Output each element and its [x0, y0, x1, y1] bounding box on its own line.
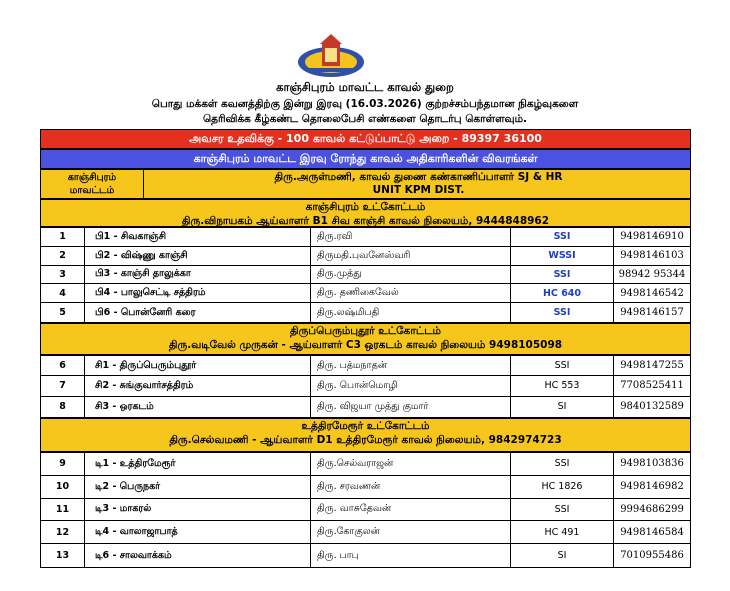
station-name: டி3 - மாகரல்	[85, 499, 311, 521]
phone-number: 9840132589	[620, 401, 684, 413]
serial-number: 13	[41, 544, 85, 567]
officer-rank: HC 1826	[511, 476, 614, 498]
division-header-uthiramerur	[40, 418, 691, 452]
serial-number: 9	[41, 453, 85, 475]
district-label-line-1: காஞ்சிபுரம்	[67, 172, 117, 183]
station-name: டி2 - பெருநகர்	[85, 476, 311, 498]
station-name: டி4 - வாலாஜாபாத்	[85, 521, 311, 543]
officer-name: திரு.செல்வராஜன்	[311, 453, 511, 475]
station-name: சி2 - சுங்குவார்சத்திரம்	[85, 376, 311, 395]
table-row	[41, 453, 690, 476]
officer-name: திரு. பொன்மொழி	[311, 376, 511, 395]
phone-number: 7708525411	[620, 380, 684, 392]
station-name: சி3 - ஒரகடம்	[85, 397, 311, 417]
serial-number: 7	[41, 376, 85, 395]
officer-name: திரு. வாசுதேவன்	[311, 499, 511, 521]
table-row	[41, 356, 690, 376]
station-name: பி4 - பாலுசெட்டி சத்திரம்	[85, 284, 311, 302]
phone-number: 9498146982	[620, 481, 684, 493]
notice-line-2: தெரிவிக்க கீழ்கண்ட தொலைபேசி எண்களை தொடர்பு கொள்ளவும்.	[202, 113, 528, 125]
officer-name: திரு.முத்து	[311, 266, 511, 284]
serial-number: 8	[41, 397, 85, 417]
division-name: திருப்பெரும்புதூர் உட்கோட்டம்	[289, 325, 442, 337]
officer-rank: HC 553	[511, 376, 614, 395]
division-inspector: திரு.விநாயகம் ஆய்வாளர் B1 சிவ காஞ்சி காவல் நிலையம், 9444848962	[181, 215, 550, 227]
phone-number: 9498146584	[620, 526, 684, 538]
officer-rank: SSI	[511, 266, 614, 284]
district-officer-row	[40, 169, 691, 199]
night-round-banner: காஞ்சிபுரம் மாவட்ட இரவு ரோந்து காவல் அதிகாரிகளின் விவரங்கள்	[40, 149, 691, 169]
phone-number: 9498103836	[620, 458, 684, 470]
station-name: டி1 - உத்திரமேரூர்	[85, 453, 311, 475]
station-name: பி1 - சிவகாஞ்சி	[85, 228, 311, 246]
serial-number: 4	[41, 284, 85, 302]
table-row	[41, 376, 690, 396]
officer-rank: HC 640	[511, 284, 614, 302]
phone-number: 9994686299	[620, 503, 684, 515]
division-inspector: திரு.செல்வமணி - ஆய்வாளர் D1 உத்திரமேரூர் காவல் நிலையம், 9842974723	[169, 434, 562, 446]
officer-name: திரு. சரவணன்	[311, 476, 511, 498]
district-officer-line-1: திரு.அருள்மணி, காவல் துணை கண்காணிப்பாளர் SJ & HR	[274, 171, 563, 183]
officer-name: திரு. பாபு	[311, 544, 511, 567]
table-row	[41, 247, 690, 266]
serial-number: 2	[41, 247, 85, 265]
officer-rank: SSI	[511, 499, 614, 521]
district-label-line-2: மாவட்டம்	[69, 185, 115, 196]
officer-name: திரு. தணிகைவேல்	[311, 284, 511, 302]
serial-number: 6	[41, 356, 85, 375]
table-row	[41, 284, 690, 303]
division-table-uthiramerur	[40, 452, 691, 568]
phone-number: 98942 95344	[618, 268, 686, 280]
officer-rank: SSI	[511, 303, 614, 322]
table-row	[41, 499, 690, 522]
table-row	[41, 476, 690, 499]
officer-rank: SI	[511, 397, 614, 417]
officer-rank: SSI	[511, 453, 614, 475]
officer-name: திருமதி.புவனேஸ்வரி	[311, 247, 511, 265]
phone-number: 7010955486	[620, 550, 684, 562]
station-name: பி2 - விஷ்ணு காஞ்சி	[85, 247, 311, 265]
division-header-kanchipuram	[40, 199, 691, 227]
table-row	[41, 228, 690, 247]
table-row	[41, 521, 690, 544]
officer-rank: SSI	[511, 356, 614, 375]
district-officer	[151, 170, 686, 199]
officer-name: திரு.ரவி	[311, 228, 511, 246]
officer-name: திரு.கோகுலன்	[311, 521, 511, 543]
officer-rank: SSI	[511, 228, 614, 246]
table-row	[41, 397, 690, 417]
phone-number: 9498146157	[620, 307, 684, 319]
division-name: உத்திரமேரூர் உட்கோட்டம்	[301, 420, 430, 432]
station-name: பி3 - காஞ்சி தாலுக்கா	[85, 266, 311, 284]
phone-number: 9498146103	[620, 250, 684, 262]
station-name: பி6 - பொன்னேரி கரை	[85, 303, 311, 322]
district-label	[41, 170, 144, 198]
officer-name: திரு.லஷ்மிபதி	[311, 303, 511, 322]
officer-name: திரு. பத்மநாதன்	[311, 356, 511, 375]
serial-number: 11	[41, 499, 85, 521]
table-row	[41, 303, 690, 322]
division-name: காஞ்சிபுரம் உட்கோட்டம்	[305, 201, 426, 213]
phone-number: 9498146910	[620, 231, 684, 243]
division-table-sriperumbudur	[40, 355, 691, 418]
table-row	[41, 266, 690, 285]
serial-number: 1	[41, 228, 85, 246]
officer-rank: SI	[511, 544, 614, 567]
division-inspector: திரு.வடிவேல் முருகன் - ஆய்வாளர் C3 ஒரகடம் காவல் நிலையம் 9498105098	[168, 339, 563, 351]
serial-number: 12	[41, 521, 85, 543]
officer-rank: HC 491	[511, 521, 614, 543]
station-name: டி6 - சாலவாக்கம்	[85, 544, 311, 567]
officer-rank: WSSI	[511, 247, 614, 265]
page-title: காஞ்சிபுரம் மாவட்ட காவல் துறை	[276, 80, 454, 94]
tamil-nadu-police-emblem-icon	[296, 32, 366, 78]
phone-number: 9498147255	[620, 360, 684, 372]
district-officer-line-2: UNIT KPM DIST.	[372, 184, 465, 196]
notice-line-1: பொது மக்கள் கவனத்திற்கு இன்று இரவு (16.03.2026) குற்றச்சம்பந்தமான நிகழ்வுகளை	[151, 98, 579, 110]
serial-number: 3	[41, 266, 85, 284]
station-name: சி1 - திருப்பெரும்புதூர்	[85, 356, 311, 375]
serial-number: 10	[41, 476, 85, 498]
emergency-banner: அவசர உதவிக்கு - 100 காவல் கட்டுப்பாட்டு அறை - 89397 36100	[40, 129, 691, 149]
division-header-sriperumbudur	[40, 323, 691, 355]
division-table-kanchipuram	[40, 227, 691, 323]
serial-number: 5	[41, 303, 85, 322]
table-row	[41, 544, 690, 567]
officer-name: திரு. விஜயா முத்து குமார்	[311, 397, 511, 417]
phone-number: 9498146542	[620, 287, 684, 299]
